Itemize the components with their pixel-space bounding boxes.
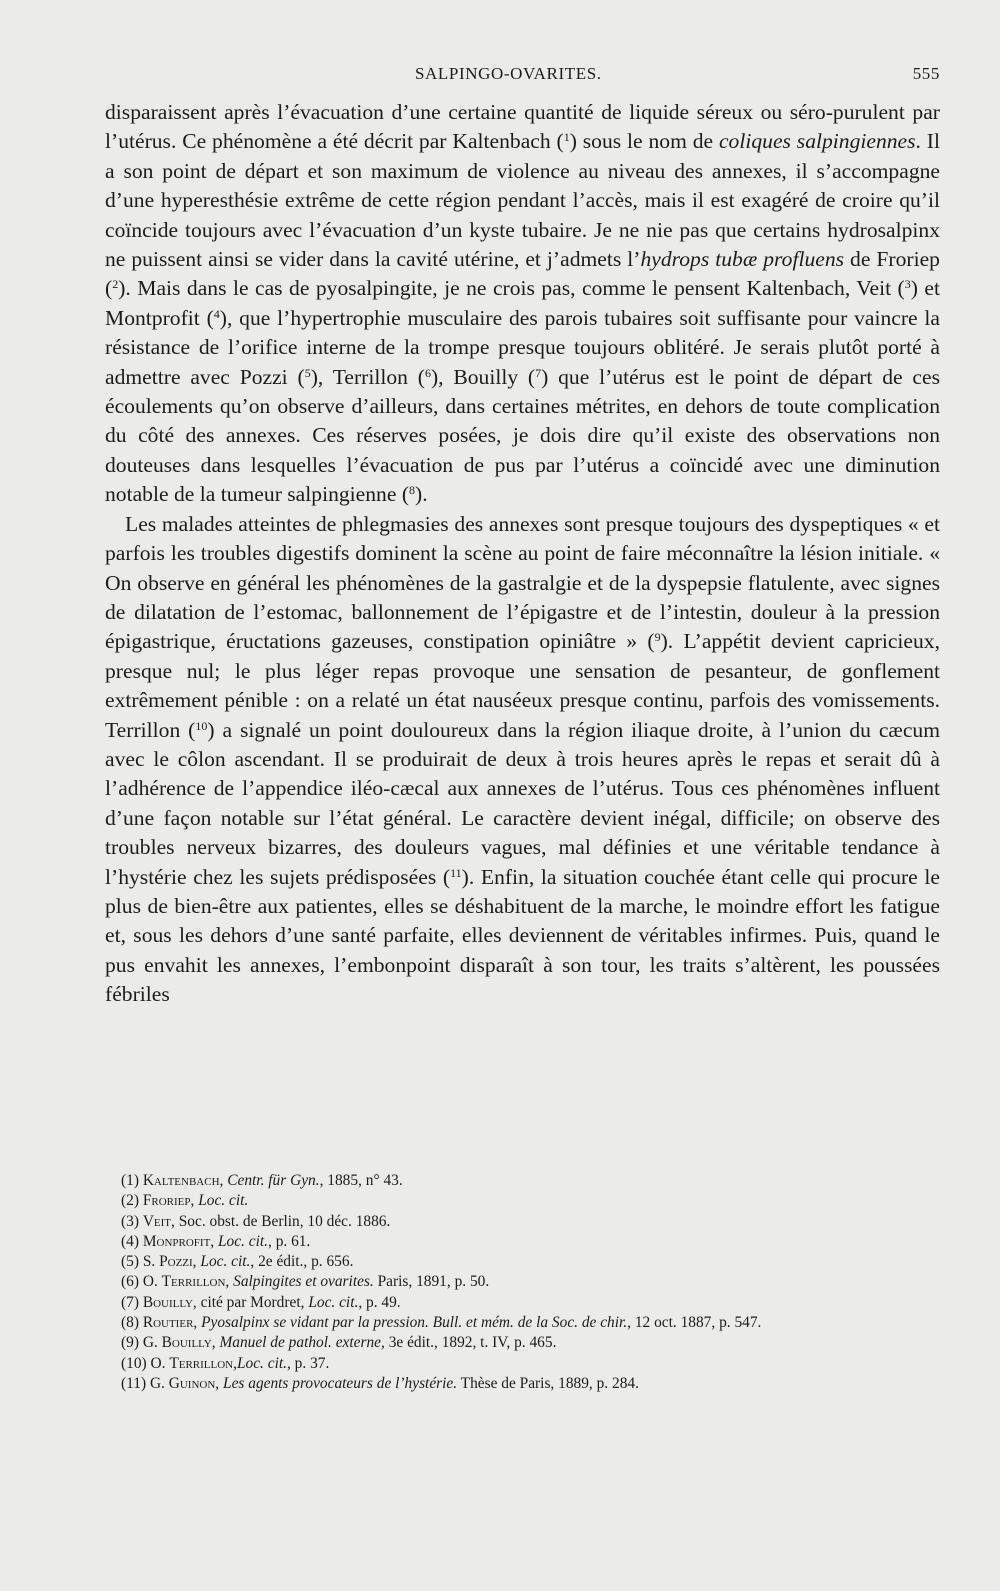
main-text bbox=[105, 98, 940, 1010]
footnote-ref: 7 bbox=[535, 365, 542, 380]
footnote-ref: 5 bbox=[304, 365, 311, 380]
footnote-ref: 3 bbox=[904, 277, 911, 292]
footnote-ref: 2 bbox=[112, 277, 119, 292]
footnote: (9) G. Bouilly, Manuel de pathol. externe, 3e édit., 1892, t. IV, p. 465. bbox=[121, 1334, 557, 1352]
footnote-ref: 8 bbox=[409, 483, 416, 498]
footnote-ref: 11 bbox=[450, 865, 462, 880]
footnote: (1) Kaltenbach, Centr. für Gyn., 1885, n° 43. bbox=[121, 1172, 403, 1189]
paragraph: Les malades atteintes de phlegmasies des annexes sont presque toujours des dyspeptiques « et parfois les troubles digestifs dominent la scène au point de faire méconnaître la lésion initiale. « On observe en général les phénomènes de la gastralgie et de la dyspepsie flatulente, avec signes de dilatation de l’estomac, ballonnement de l’épigastre et de l’intestin, douleur à la pression épigastrique, éructations gazeuses, constipation opiniâtre » ($^9$). L’appétit devient capricieux, presque nul; le plus léger repas provoque une sensation de pesanteur, de gonflement extrêmement pénible : on a relaté un état nauséeux presque continu, parfois des vomissements. Terrillon ($^{10}$) a signalé un point douloureux dans la région iliaque droite, à l’union du cæcum avec le côlon ascendant. Il se produirait de deux à trois heures après le repas et serait dû à l’adhérence de l’appendice iléo-cæcal aux annexes de l’utérus. Tous ces phénomènes influent d’une façon notable sur l’état général. Le caractère devient inégal, difficile; on observe des troubles nerveux bizarres, des douleurs vagues, mal définies et une véritable tendance à l’hystérie chez les sujets prédisposées ($^{11}$). Enfin, la situation couchée étant celle qui procure le plus de bien-être aux patientes, elles se déshabituent de la marche, le moindre effort les fatigue et, sous les dehors d’une santé parfaite, elles deviennent de véritables infirmes. Puis, quand le pus envahit les annexes, l’embonpoint disparaît à son tour, les traits s’altèrent, les poussées fébriles bbox=[105, 511, 941, 1007]
footnote: (3) Veit, Soc. obst. de Berlin, 10 déc. 1886. bbox=[121, 1212, 391, 1230]
footnote-ref: 10 bbox=[195, 718, 208, 733]
emphasis: coliques salpingiennes bbox=[718, 129, 916, 154]
running-header bbox=[105, 64, 940, 92]
footnote-ref: 4 bbox=[213, 306, 220, 321]
page-number: 555 bbox=[912, 64, 940, 83]
footnote-ref: 1 bbox=[563, 130, 570, 145]
footnote: (4) Monprofit, Loc. cit., p. 61. bbox=[121, 1232, 311, 1250]
footnote: (10) O. Terrillon,Loc. cit., p. 37. bbox=[121, 1354, 330, 1372]
footnote: (8) Routier, Pyosalpinx se vidant par la pression. Bull. et mém. de la Soc. de chir., 12 oct. 1887, p. 547. bbox=[121, 1314, 762, 1332]
footnote: (5) S. Pozzi, Loc. cit., 2e édit., p. 656. bbox=[121, 1253, 354, 1271]
footnotes bbox=[105, 1171, 940, 1394]
emphasis: hydrops tubæ profluens bbox=[640, 247, 845, 272]
footnote: (7) Bouilly, cité par Mordret, Loc. cit., p. 49. bbox=[121, 1293, 401, 1311]
footnote-ref: 6 bbox=[424, 365, 431, 380]
footnote-ref: 9 bbox=[654, 630, 661, 645]
paragraph: disparaissent après l’évacuation d’une certaine quantité de liquide séreux ou séro-purulent par l’utérus. Ce phénomène a été décrit par Kaltenbach ($^1$) sous le nom de coliques salpingiennes. Il a son point de départ et son maximum de violence au niveau des annexes, il s’accompagne d’une hyperesthésie extrême de cette région pendant l’accès, mais il est exagéré de croire qu’il coïncide toujours avec l’évacuation d’un kyste tubaire. Je ne nie pas que certains hydrosalpinx ne puissent ainsi se vider dans la cavité utérine, et j’admets l’hydrops tubæ profluens de Froriep ($^2$). Mais dans le cas de pyosalpingite, je ne crois pas, comme le pensent Kaltenbach, Veit ($^3$) et Montprofit ($^4$), que l’hypertrophie musculaire des parois tubaires soit suffisante pour vaincre la résistance de l’orifice interne de la trompe presque toujours oblitéré. Je serais plutôt porté à admettre avec Pozzi ($^5$), Terrillon ($^6$), Bouilly ($^7$) que l’utérus est le point de départ de ces écoulements qu’on observe d’ailleurs, dans certaines métrites, en dehors de toute complication du côté des annexes. Ces réserves posées, je dois dire qu’il existe des observations non douteuses dans lesquelles l’évacuation de pus par l’utérus a coïncidé avec une diminution notable de la tumeur salpingienne ($^8$). bbox=[105, 100, 941, 507]
footnote: (6) O. Terrillon, Salpingites et ovarites. Paris, 1891, p. 50. bbox=[121, 1273, 490, 1291]
running-title: SALPINGO-OVARITES. bbox=[415, 64, 602, 83]
footnote: (2) Froriep, Loc. cit. bbox=[121, 1192, 249, 1210]
footnote: (11) G. Guinon, Les agents provocateurs de l’hystérie. Thèse de Paris, 1889, p. 284. bbox=[121, 1374, 639, 1392]
